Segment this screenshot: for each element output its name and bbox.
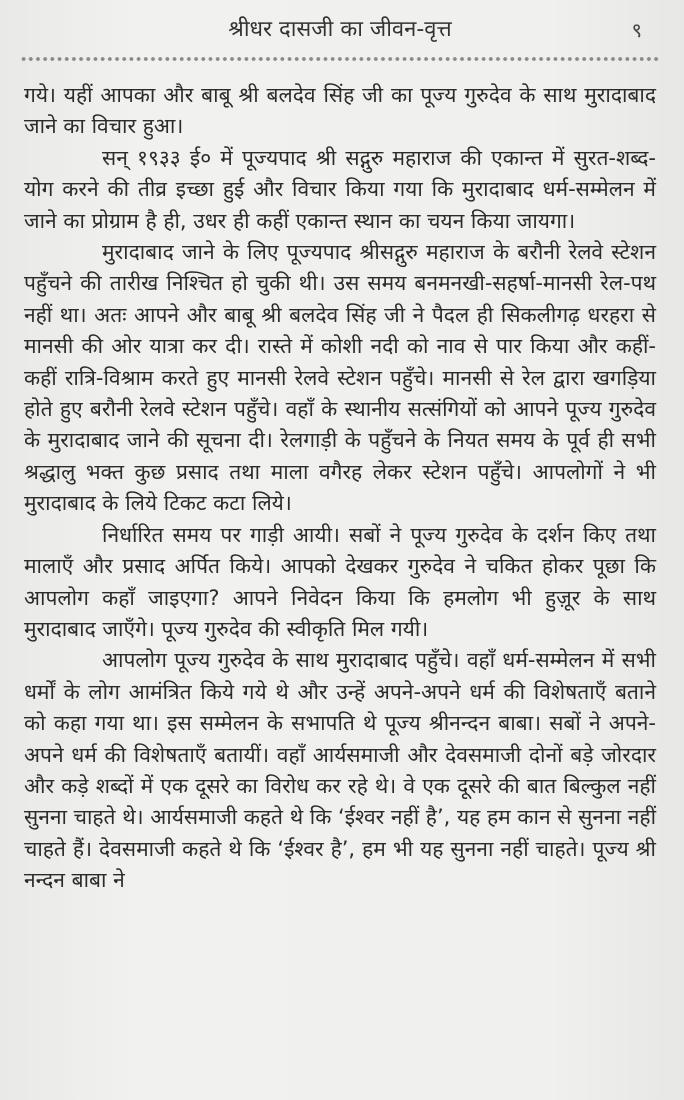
- decorative-rule: [20, 54, 660, 64]
- body-text: [24, 80, 656, 897]
- paragraph: आपलोग पूज्य गुरुदेव के साथ मुरादाबाद पहुँचे। वहाँ धर्म-सम्मेलन में सभी धर्मों के लोग आमंत्रित किये गये थे और उन्हें अपने-अपने धर्म की विशेषताएँ बताने को कहा गया था। इस सम्मेलन के सभापति थे पूज्य श्रीनन्दन बाबा। सबों ने अपने-अपने धर्म की विशेषताएँ बतायीं। वहाँ आर्यसमाजी और देवसमाजी दोनों बड़े जोरदार और कड़े शब्दों में एक दूसरे का विरोध कर रहे थे। वे एक दूसरे की बात बिल्कुल नहीं सुनना चाहते थे। आर्यसमाजी कहते थे कि ‘ईश्वर नहीं है’, यह हम कान से सुनना नहीं चाहते हैं। देवसमाजी कहते थे कि ‘ईश्वर है’, हम भी यह सुनना नहीं चाहते। पूज्य श्री नन्दन बाबा ने: [24, 648, 657, 893]
- page-number: ९: [631, 18, 642, 42]
- paragraph: सन् १९३३ ई० में पूज्यपाद श्री सद्गुरु महाराज की एकान्त में सुरत-शब्द-योग करने की तीव्र इच्छा हुई और विचार किया गया कि मुरादाबाद धर्म-सम्मेलन में जाने का प्रोग्राम है ही, उधर ही कहीं एकान्त स्थान का चयन किया जायगा।: [24, 145, 656, 233]
- paragraph: निर्धारित समय पर गाड़ी आयी। सबों ने पूज्य गुरुदेव के दर्शन किए तथा मालाएँ और प्रसाद अर्पित किये। आपको देखकर गुरुदेव ने चकित होकर पूछा कि आपलोग कहाँ जाइएगा? आपने निवेदन किया कि हमलोग भी हुज़ूर के साथ मुरादाबाद जाएँगे। पूज्य गुरुदेव की स्वीकृति मिल गयी।: [24, 522, 656, 641]
- chapter-title: श्रीधर दासजी का जीवन-वृत्त: [228, 17, 452, 42]
- running-header: [20, 14, 660, 50]
- paragraph: गये। यहीं आपका और बाबू श्री बलदेव सिंह जी का पूज्य गुरुदेव के साथ मुरादाबाद जाने का विचार हुआ।: [24, 83, 656, 139]
- paragraph: मुरादाबाद जाने के लिए पूज्यपाद श्रीसद्गुरु महाराज के बरौनी रेलवे स्टेशन पहुँचने की तारीख निश्चित हो चुकी थी। उस समय बनमनखी-सहर्षा-मानसी रेल-पथ नहीं था। अतः आपने और बाबू श्री बलदेव सिंह जी ने पैदल ही सिकलीगढ़ धरहरा से मानसी की ओर यात्रा कर दी। रास्ते में कोशी नदी को नाव से पार किया और कहीं-कहीं रात्रि-विश्राम करते हुए मानसी रेलवे स्टेशन पहुँचे। मानसी से रेल द्वारा खगड़िया होते हुए बरौनी रेलवे स्टेशन पहुँचे। वहाँ के स्थानीय सत्संगियों को आपने पूज्य गुरुदेव के मुरादाबाद जाने की सूचना दी। रेलगाड़ी के पहुँचने के नियत समय के पूर्व ही सभी श्रद्धालु भक्त कुछ प्रसाद तथा माला वगैरह लेकर स्टेशन पहुँचे। आपलोगों ने भी मुरादाबाद के लिये टिकट कटा लिये।: [24, 240, 656, 516]
